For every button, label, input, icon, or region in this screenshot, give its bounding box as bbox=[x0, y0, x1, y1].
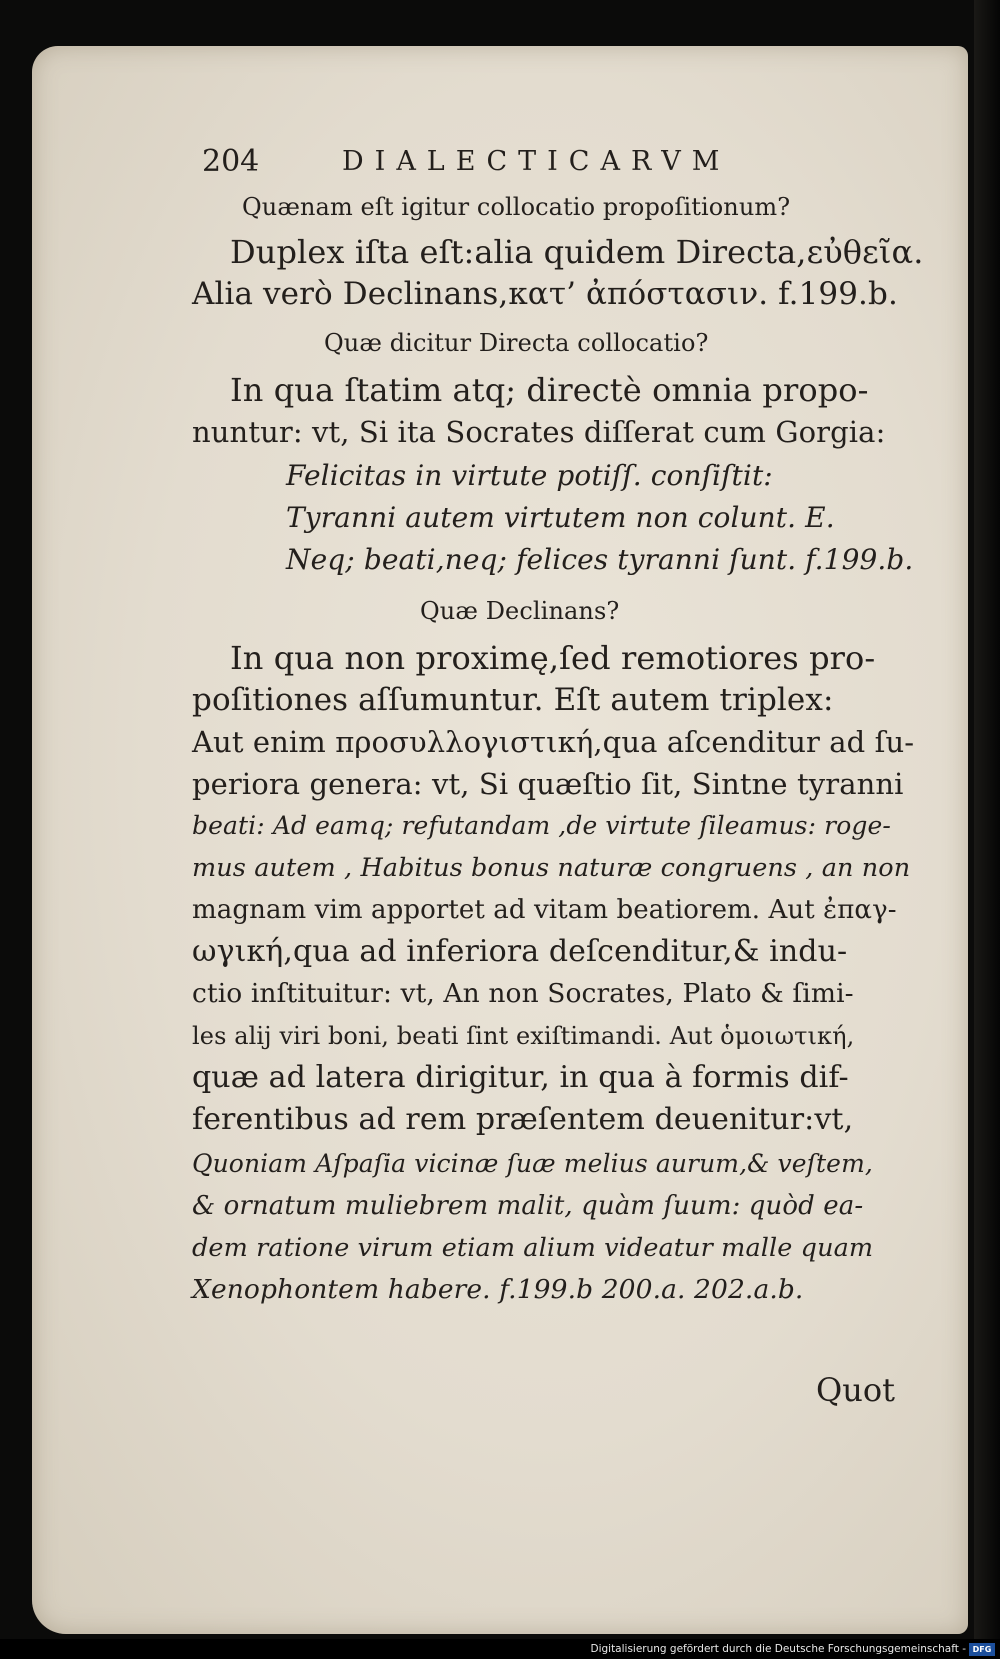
text-line: les alij viri boni, beati ſint exiſtimandi. Aut ὁμοιωτική, bbox=[192, 1022, 855, 1050]
text-line: Aut enim προσυλλογιστική,qua aſcenditur ad ſu- bbox=[192, 725, 915, 759]
text-line: Alia verò Declinans,κατ’ ἀπόστασιν. f.199.b. bbox=[192, 276, 898, 312]
text-line: In qua non proximę,ſed remotiores pro- bbox=[230, 639, 876, 677]
footer-credit: Digitalisierung gefördert durch die Deutsche Forschungsgemeinschaft - bbox=[590, 1643, 966, 1655]
question-line: Quæ Declinans? bbox=[420, 597, 620, 625]
book-edge bbox=[974, 0, 1000, 1640]
text-line: ctio inſtituitur: vt, An non Socrates, Plato & ſimi- bbox=[192, 978, 854, 1009]
text-line: quæ ad latera dirigitur, in qua à formis dif- bbox=[192, 1060, 849, 1095]
example-line: Quoniam Aſpaſia vicinæ ſuæ melius aurum,& veſtem, bbox=[192, 1149, 873, 1178]
text-line: nuntur: vt, Si ita Socrates diſſerat cum Gorgia: bbox=[192, 415, 886, 449]
footer-bar bbox=[0, 1639, 1000, 1659]
text-line: magnam vim apportet ad vitam beatiorem. Aut ἐπαγ- bbox=[192, 895, 897, 925]
text-line: poſitiones aſſumuntur. Eſt autem triplex: bbox=[192, 682, 834, 718]
book-page bbox=[32, 46, 968, 1634]
page-header bbox=[202, 142, 882, 186]
syllogism-line: Felicitas in virtute potiſſ. conſiſtit: bbox=[286, 459, 773, 492]
text-line: mus autem , Habitus bonus naturæ congruens , an non bbox=[192, 853, 911, 883]
question-line: Quæ dicitur Directa collocatio? bbox=[324, 329, 709, 357]
dfg-logo-icon: DFG bbox=[969, 1643, 995, 1656]
syllogism-line: Neq; beati,neq; felices tyranni ſunt. f.199.b. bbox=[286, 543, 914, 576]
example-line: Xenophontem habere. f.199.b 200.a. 202.a.b. bbox=[192, 1274, 804, 1305]
text-line: In qua ſtatim atq; directè omnia propo- bbox=[230, 371, 869, 409]
text-line: beati: Ad eamq; refutandam ,de virtute ſileamus: roge- bbox=[192, 811, 891, 840]
syllogism-line: Tyranni autem virtutem non colunt. E. bbox=[286, 501, 835, 534]
question-line: Quænam eſt igitur collocatio propoſitionum? bbox=[242, 193, 791, 221]
text-line: periora genera: vt, Si quæſtio ſit, Sintne tyranni bbox=[192, 767, 904, 801]
text-line: ωγική,qua ad inferiora deſcenditur,& indu- bbox=[192, 934, 848, 969]
catchword: Quot bbox=[816, 1371, 895, 1409]
page-number: 204 bbox=[202, 144, 260, 179]
example-line: & ornatum muliebrem malit, quàm ſuum: quòd ea- bbox=[192, 1191, 864, 1221]
running-head: DIALECTICARVM bbox=[342, 146, 731, 177]
text-line: ferentibus ad rem præſentem deuenitur:vt, bbox=[192, 1102, 854, 1137]
example-line: dem ratione virum etiam alium videatur malle quam bbox=[192, 1233, 874, 1263]
text-line: Duplex iſta eſt:alia quidem Directa,εὐθεῖα. bbox=[230, 233, 924, 271]
